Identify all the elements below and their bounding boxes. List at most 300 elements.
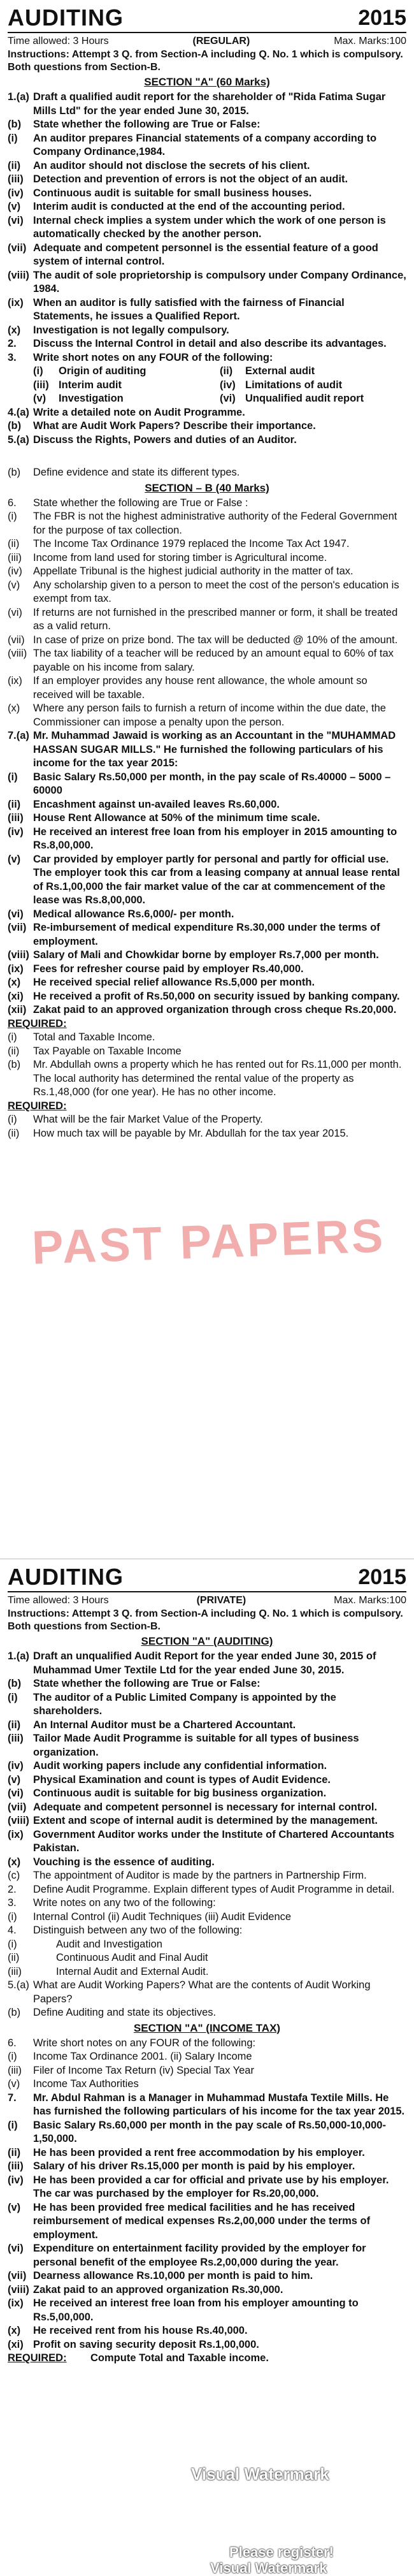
item-number: (ii) <box>8 798 21 810</box>
required-list <box>8 1113 406 1140</box>
item-text: He received special relief allowance Rs.5,000 per month. <box>33 977 315 988</box>
item-text: He has been provided a rent free accommodation by his employer. <box>33 2146 365 2158</box>
true-false-item <box>8 324 406 338</box>
question-3 <box>8 351 406 365</box>
short-notes-grid <box>8 365 406 406</box>
true-false-item <box>8 565 406 579</box>
item-number: (iii) <box>8 2160 24 2172</box>
true-false-item <box>8 606 406 634</box>
question-3 <box>8 1896 406 1910</box>
item-text: Physical Examination and count is types of Audit Evidence. <box>33 1773 331 1786</box>
particular-item <box>8 2242 406 2269</box>
note-item <box>8 2064 406 2078</box>
item-text: If returns are not furnished in the prescribed manner or form, it shall be treated as a valid return. <box>33 606 398 632</box>
item-text: Basic Salary Rs.50,000 per month, in the pay scale of Rs.40000 – 5000 – 60000 <box>33 771 391 796</box>
distinguish-item <box>8 1951 406 1965</box>
question-text: The appointment of Auditor is made by the partners in Partnership Firm. <box>33 1870 367 1881</box>
item-text: Origin of auditing <box>59 365 146 377</box>
item-number: (vi) <box>8 908 24 920</box>
item-number: (viii) <box>8 2283 29 2296</box>
question-number: (b) <box>8 420 22 432</box>
item-text: Re-imbursement of medical expenditure Rs.30,000 under the terms of employment. <box>33 922 380 947</box>
item-text: Medical allowance Rs.6,000/- per month. <box>33 908 234 920</box>
item-text: External audit <box>245 365 315 377</box>
required-item <box>8 1031 406 1045</box>
item-number: (iii) <box>8 1733 24 1744</box>
question-number: 7.(a) <box>8 730 29 741</box>
section-a-heading: SECTION "A" (60 Marks) <box>144 76 270 88</box>
required-text: Compute Total and Taxable income. <box>90 2352 269 2364</box>
meta-row <box>8 34 406 48</box>
question-4 <box>8 1924 406 1938</box>
question-5a <box>8 433 406 448</box>
question-number: 3. <box>8 1897 17 1909</box>
true-false-item <box>8 647 406 674</box>
item-number: (vi) <box>8 2243 24 2254</box>
particular-item <box>8 2201 406 2243</box>
true-false-item <box>8 1828 406 1856</box>
required-item <box>8 1045 406 1059</box>
true-false-item <box>8 674 406 702</box>
true-false-item <box>8 200 406 214</box>
true-false-item <box>8 1773 406 1787</box>
item-number: (xii) <box>8 1004 27 1015</box>
item-number: (iv) <box>8 826 24 838</box>
question-number: (b) <box>8 2007 21 2018</box>
item-number: (v) <box>8 1773 21 1786</box>
true-false-item <box>8 132 406 159</box>
question-text: Define evidence and state its different types. <box>33 467 240 478</box>
item-text: Investigation is not legally compulsory. <box>33 324 229 336</box>
item-number: (viii) <box>8 269 29 281</box>
item-number: (ix) <box>8 675 22 687</box>
item-number: (i) <box>8 511 17 522</box>
notes-list <box>8 1910 406 1925</box>
item-number: (x) <box>8 977 21 988</box>
question-1c <box>8 1869 406 1883</box>
question-number: (b) <box>8 1059 21 1070</box>
true-false-item <box>8 551 406 565</box>
true-false-list <box>8 132 406 338</box>
question-text: Discuss the Internal Control in detail and also describe its advantages. <box>33 338 387 349</box>
item-text: If an employer provides any house rent allowance, the whole amount so received will be taxable. <box>33 675 368 701</box>
exam-year: 2015 <box>358 1565 406 1589</box>
item-text: Adequate and competent personnel is necessary for internal control. <box>33 1801 378 1813</box>
true-false-item <box>8 1732 406 1759</box>
item-number: (i) <box>8 771 18 783</box>
item-number: (vi) <box>8 214 24 226</box>
item-text: Total and Taxable Income. <box>33 1031 155 1043</box>
question-number: 1.(a) <box>8 91 29 103</box>
particular-item <box>8 853 406 908</box>
watermark: PAST PAPERS <box>31 1209 387 1274</box>
item-text: Internal check implies a system under which the work of one person is automatically checked by the another person. <box>33 214 386 240</box>
item-number: (vii) <box>8 922 27 933</box>
item-number: (x) <box>8 2325 21 2336</box>
question-text: Write a detailed note on Audit Programme. <box>33 406 245 418</box>
item-number: (iii) <box>8 173 24 185</box>
item-text: He has been provided free medical facilities and he has received reimbursement of medical expenses Rs.2,00,000 under the terms of employment. <box>33 2201 371 2241</box>
particular-item <box>8 2297 406 2324</box>
item-text: Salary of his driver Rs.15,000 per month is paid by his employer. <box>33 2160 355 2172</box>
item-number: (vii) <box>8 2270 27 2281</box>
true-false-list <box>8 1691 406 1870</box>
question-5b <box>8 2006 406 2020</box>
question-number: 1.(a) <box>8 1650 29 1662</box>
item-text: Fees for refresher course paid by employer Rs.40,000. <box>33 963 304 975</box>
item-number: (ii) <box>8 1952 20 1963</box>
item-number: (i) <box>8 1938 17 1950</box>
short-note-row <box>8 392 406 406</box>
distinguish-item <box>8 1938 406 1952</box>
question-6 <box>8 497 406 511</box>
particular-item <box>8 921 406 949</box>
item-text: Income Tax Ordinance 2001. (ii) Salary Income <box>33 2051 252 2062</box>
question-number: 5.(a) <box>8 433 29 446</box>
time-allowed: Time allowed: 3 Hours <box>8 36 109 47</box>
question-text: Mr. Muhammad Jawaid is working as an Accountant in the "MUHAMMAD HASSAN SUGAR MILLS." He furnished the following particulars of his income for the tax year 2015: <box>33 730 396 769</box>
item-text: The FBR is not the highest administrative authority of the Federal Government for the purpose of tax collection. <box>33 511 397 536</box>
item-text: Internal Audit and External Audit. <box>56 1965 209 1977</box>
item-number: (vii) <box>8 1801 27 1813</box>
short-note-row <box>8 365 406 379</box>
item-number: (vii) <box>8 634 25 646</box>
item-text: The tax liability of a teacher will be reduced by an amount equal to 60% of tax payable on his income from salary. <box>33 648 394 673</box>
item-number: (ix) <box>8 963 24 975</box>
item-text: The audit of sole proprietorship is compulsory under Company Ordinance, 1984. <box>33 269 406 295</box>
required-heading: REQUIRED: <box>8 1100 67 1112</box>
item-text: Investigation <box>59 393 124 404</box>
question-text: Draft an unqualified Audit Report for the year ended June 30, 2015 of Muhammad Umer Textile Ltd for the year ended June 30, 2015. <box>33 1650 376 1676</box>
item-number: (iii) <box>8 551 22 564</box>
question-2 <box>8 1883 406 1897</box>
question-text: Mr. Abdul Rahman is a Manager in Muhammad Mustafa Textile Mills. He has furnished the following particulars of his income for the tax year 2015. <box>33 2092 405 2117</box>
item-number: (iv) <box>8 187 24 199</box>
item-text: Tailor Made Audit Programme is suitable for all types of business organization. <box>33 1733 359 1758</box>
item-text: Vouching is the essence of auditing. <box>33 1856 215 1868</box>
question-text: Discuss the Rights, Powers and duties of an Auditor. <box>33 433 297 446</box>
item-text: When an auditor is fully satisfied with the fairness of Financial Statements, he issues a Qualified Report. <box>33 296 345 322</box>
particular-item <box>8 2119 406 2146</box>
private-paper <box>0 1559 414 2576</box>
item-number: (iv) <box>220 379 236 391</box>
particular-item <box>8 2324 406 2338</box>
income-particulars <box>8 2119 406 2352</box>
item-number: (ii) <box>8 1719 21 1731</box>
true-false-item <box>8 702 406 729</box>
item-text: He received an interest free loan from his employer amounting to Rs.5,00,000. <box>33 2297 359 2323</box>
item-number: (v) <box>8 853 21 865</box>
question-number: 4.(a) <box>8 406 29 418</box>
question-text: State whether the following are True or False : <box>33 497 248 509</box>
required-item <box>8 1113 406 1127</box>
item-number: (viii) <box>8 949 29 961</box>
question-number: (b) <box>8 119 22 130</box>
item-number: (i) <box>8 1910 17 1923</box>
particular-item <box>8 2146 406 2160</box>
item-number: (v) <box>33 393 46 404</box>
item-text: Income Tax Authorities <box>33 2078 139 2090</box>
short-note-row <box>8 379 406 393</box>
question-2 <box>8 337 406 351</box>
distinguish-item <box>8 1965 406 1979</box>
particular-item <box>8 2174 406 2201</box>
question-1a <box>8 91 406 118</box>
item-number: (vii) <box>8 242 27 254</box>
required-item <box>8 1127 406 1141</box>
item-number: (ii) <box>8 1045 20 1057</box>
max-marks: Max. Marks:100 <box>334 36 406 47</box>
item-number: (i) <box>33 365 43 377</box>
item-text: Dearness allowance Rs.10,000 per month is paid to him. <box>33 2270 313 2281</box>
item-number: (v) <box>8 2201 21 2213</box>
item-number: (iii) <box>33 379 49 391</box>
item-text: House Rent Allowance at 50% of the minimum time scale. <box>33 812 320 824</box>
item-number: (x) <box>8 324 21 336</box>
item-number: (i) <box>8 2119 18 2131</box>
question-number: 2. <box>8 338 17 349</box>
particular-item <box>8 976 406 990</box>
particular-item <box>8 949 406 963</box>
item-number: (iii) <box>8 2064 22 2076</box>
item-number: (vi) <box>8 606 22 618</box>
item-text: He received a profit of Rs.50,000 on security issued by banking company. <box>33 990 400 1002</box>
item-number: (viii) <box>8 1815 29 1826</box>
question-number: 7. <box>8 2092 17 2104</box>
item-text: Continuous Audit and Final Audit <box>56 1952 208 1963</box>
true-false-item <box>8 634 406 648</box>
income-particulars <box>8 771 406 1017</box>
question-number: (b) <box>8 467 21 478</box>
question-text: Write short notes on any FOUR of the following: <box>33 2037 256 2049</box>
item-number: (i) <box>8 1031 17 1043</box>
required-list <box>8 1031 406 1058</box>
item-number: (x) <box>8 702 20 714</box>
question-1a <box>8 1650 406 1677</box>
item-number: (ix) <box>8 296 24 309</box>
particular-item <box>8 798 406 812</box>
item-text: Profit on saving security deposit Rs.1,00,000. <box>33 2338 259 2350</box>
particular-item <box>8 771 406 798</box>
instructions: Instructions: Attempt 3 Q. from Section-A including Q. No. 1 which is compulsory. Both questions from Section-B. <box>8 49 403 73</box>
subject-title: AUDITING <box>8 4 124 31</box>
item-number: (xi) <box>8 2338 24 2350</box>
short-notes-list <box>8 2050 406 2092</box>
item-text: What will be the fair Market Value of the Property. <box>33 1114 263 1125</box>
watermark-visual-bottom: Visual Watermark <box>210 2560 327 2576</box>
item-text: Where any person fails to furnish a return of income within the due date, the Commissioner can impose a penalty upon the person. <box>33 702 386 728</box>
item-number: (vi) <box>220 393 236 404</box>
item-number: (ix) <box>8 2297 24 2309</box>
question-5a <box>8 1979 406 2006</box>
true-false-item <box>8 1759 406 1773</box>
item-text: How much tax will be payable by Mr. Abdullah for the tax year 2015. <box>33 1127 349 1139</box>
question-text: State whether the following are True or False: <box>33 1678 261 1689</box>
required-heading: REQUIRED: <box>8 1017 67 1030</box>
particular-item <box>8 1003 406 1017</box>
item-number: (i) <box>8 132 18 144</box>
question-text: Write notes on any two of the following: <box>33 1897 216 1909</box>
required-row <box>8 2352 406 2366</box>
max-marks: Max. Marks:100 <box>334 1595 406 1606</box>
note-item <box>8 1910 406 1925</box>
item-number: (viii) <box>8 648 27 659</box>
true-false-item <box>8 579 406 606</box>
question-number: 4. <box>8 1925 17 1936</box>
question-text: Distinguish between any two of the following: <box>33 1925 243 1936</box>
item-number: (i) <box>8 2051 17 2062</box>
item-number: (iv) <box>8 1760 24 1772</box>
question-number: 2. <box>8 1883 17 1895</box>
item-text: Income from land used for storing timber is Agricultural income. <box>33 551 327 564</box>
particular-item <box>8 990 406 1004</box>
regular-header <box>8 4 406 33</box>
item-text: Audit and Investigation <box>56 1938 162 1950</box>
item-number: (ix) <box>8 1828 24 1840</box>
item-number: (iii) <box>8 812 24 824</box>
item-number: (v) <box>8 579 20 591</box>
true-false-item <box>8 242 406 269</box>
question-4a <box>8 406 406 420</box>
question-text: State whether the following are True or False: <box>33 119 261 130</box>
item-text: Continuous audit is suitable for big business organization. <box>33 1787 327 1799</box>
question-5b <box>8 466 406 480</box>
true-false-item <box>8 1856 406 1870</box>
item-text: In case of prize on prize bond. The tax will be deducted @ 10% of the amount. <box>33 634 398 646</box>
note-item <box>8 2078 406 2092</box>
particular-item <box>8 908 406 922</box>
item-text: He has been provided a car for official and private use by his employer. The car was purchased by the employer for Rs.20,00,000. <box>33 2174 389 2199</box>
item-number: (v) <box>8 2078 20 2090</box>
true-false-item <box>8 159 406 173</box>
item-text: Expenditure on entertainment facility provided by the employer for personal benefit of the employee Rs.2,00,000 during the year. <box>33 2243 366 2268</box>
item-text: Unqualified audit report <box>245 393 364 404</box>
question-number: (b) <box>8 1678 22 1689</box>
question-text: Mr. Abdullah owns a property which he has rented out for Rs.11,000 per month. The local authority has determined the rental value of the property as Rs.1,48,000 (for one year). He has no other income. <box>33 1059 402 1098</box>
true-false-item <box>8 537 406 551</box>
exam-type: (REGULAR) <box>192 36 250 47</box>
subject-title: AUDITING <box>8 1564 124 1590</box>
exam-year: 2015 <box>358 6 406 30</box>
item-text: Zakat paid to an approved organization through cross cheque Rs.20,000. <box>33 1004 397 1015</box>
item-text: Appellate Tribunal is the highest judicial authority in the matter of tax. <box>33 565 353 577</box>
item-number: (ii) <box>8 538 20 549</box>
item-number: (x) <box>8 1856 21 1868</box>
question-text: Define Audit Programme. Explain different types of Audit Programme in detail. <box>33 1883 395 1895</box>
item-text: Audit working papers include any confidential information. <box>33 1760 327 1772</box>
question-4b <box>8 419 406 433</box>
item-text: Adequate and competent personnel is the essential feature of a good system of internal control. <box>33 242 378 267</box>
true-false-item <box>8 1814 406 1828</box>
note-item <box>8 2050 406 2064</box>
question-text: What are Audit Work Papers? Describe their importance. <box>33 420 316 432</box>
question-text: Draft a qualified audit report for the shareholder of "Rida Fatima Sugar Mills Ltd" for the year ended June 30, 2015. <box>33 91 386 117</box>
question-6 <box>8 2037 406 2051</box>
watermark-register: Please register! <box>229 2544 334 2560</box>
question-1b <box>8 118 406 132</box>
item-text: An auditor prepares Financial statements of a company according to Company Ordinance,1984. <box>33 132 377 157</box>
item-text: Basic Salary Rs.60,000 per month in the pay scale of Rs.50,000-10,000-1,50,000. <box>33 2119 386 2144</box>
item-text: Government Auditor works under the Institute of Chartered Accountants Pakistan. <box>33 1828 395 1854</box>
question-text: Define Auditing and state its objectives. <box>33 2007 217 2018</box>
item-text: Tax Payable on Taxable Income <box>33 1045 182 1057</box>
question-text: What are Audit Working Papers? What are the contents of Audit Working Papers? <box>33 1979 371 2005</box>
particular-item <box>8 2338 406 2352</box>
tax-true-false-list <box>8 510 406 729</box>
particular-item <box>8 2269 406 2283</box>
question-number: 5.(a) <box>8 1979 29 1991</box>
true-false-item <box>8 1691 406 1719</box>
section-a-heading: SECTION "A" (AUDITING) <box>141 1635 273 1647</box>
item-text: Continuous audit is suitable for small business houses. <box>33 187 312 199</box>
question-1b <box>8 1677 406 1691</box>
exam-type: (PRIVATE) <box>196 1595 246 1606</box>
true-false-item <box>8 1801 406 1815</box>
question-number: 3. <box>8 351 17 363</box>
distinguish-list <box>8 1938 406 1979</box>
item-text: An auditor should not disclose the secrets of his client. <box>33 159 310 171</box>
particular-item <box>8 826 406 853</box>
private-header <box>8 1563 406 1592</box>
true-false-item <box>8 1787 406 1801</box>
item-number: (iv) <box>8 565 22 577</box>
required-heading: REQUIRED: <box>8 2352 67 2364</box>
item-text: Extent and scope of internal audit is determined by the management. <box>33 1815 378 1826</box>
true-false-item <box>8 296 406 324</box>
true-false-item <box>8 269 406 296</box>
item-number: (v) <box>8 201 21 212</box>
question-7a <box>8 729 406 771</box>
section-income-tax-heading: SECTION "A" (INCOME TAX) <box>133 2021 281 2034</box>
true-false-item <box>8 173 406 187</box>
item-number: (iv) <box>8 2174 24 2186</box>
particular-item <box>8 811 406 826</box>
item-text: He received an interest free loan from his employer in 2015 amounting to Rs.8,00,000. <box>33 826 397 851</box>
item-text: Detection and prevention of errors is not the object of an audit. <box>33 173 348 185</box>
question-number: 6. <box>8 497 17 509</box>
question-text: Write short notes on any FOUR of the following: <box>33 351 273 363</box>
section-b-heading: SECTION – B (40 Marks) <box>145 481 269 494</box>
question-7b <box>8 1058 406 1100</box>
item-text: An Internal Auditor must be a Chartered Accountant. <box>33 1719 296 1731</box>
item-number: (ii) <box>8 159 21 171</box>
item-number: (i) <box>8 1114 17 1125</box>
item-text: The auditor of a Public Limited Company is appointed by the shareholders. <box>33 1691 336 1717</box>
time-allowed: Time allowed: 3 Hours <box>8 1595 109 1606</box>
true-false-item <box>8 214 406 242</box>
instructions: Instructions: Attempt 3 Q. from Section-A including Q. No. 1 which is compulsory. Both questions from Section-B. <box>8 1608 403 1632</box>
item-number: (xi) <box>8 990 24 1002</box>
item-text: He received rent from his house Rs.40,000. <box>33 2325 248 2336</box>
item-number: (vi) <box>8 1787 24 1799</box>
particular-item <box>8 963 406 977</box>
item-text: Interim audit is conducted at the end of the accounting period. <box>33 201 345 212</box>
item-number: (ii) <box>8 2146 21 2158</box>
item-text: Zakat paid to an approved organization Rs.30,000. <box>33 2283 283 2296</box>
question-number: (c) <box>8 1870 20 1881</box>
true-false-item <box>8 187 406 201</box>
item-number: (ii) <box>8 1127 20 1139</box>
question-7 <box>8 2092 406 2119</box>
item-text: Filer of Income Tax Return (iv) Special Tax Year <box>33 2064 254 2076</box>
item-number: (i) <box>8 1691 18 1703</box>
item-text: Internal Control (ii) Audit Techniques (iii) Audit Evidence <box>33 1910 292 1923</box>
particular-item <box>8 2283 406 2297</box>
question-number: 6. <box>8 2037 17 2049</box>
item-text: Salary of Mali and Chowkidar borne by employer Rs.7,000 per month. <box>33 949 379 961</box>
watermark-visual: Visual Watermark <box>191 2464 329 2484</box>
item-number: (iii) <box>8 1965 22 1977</box>
